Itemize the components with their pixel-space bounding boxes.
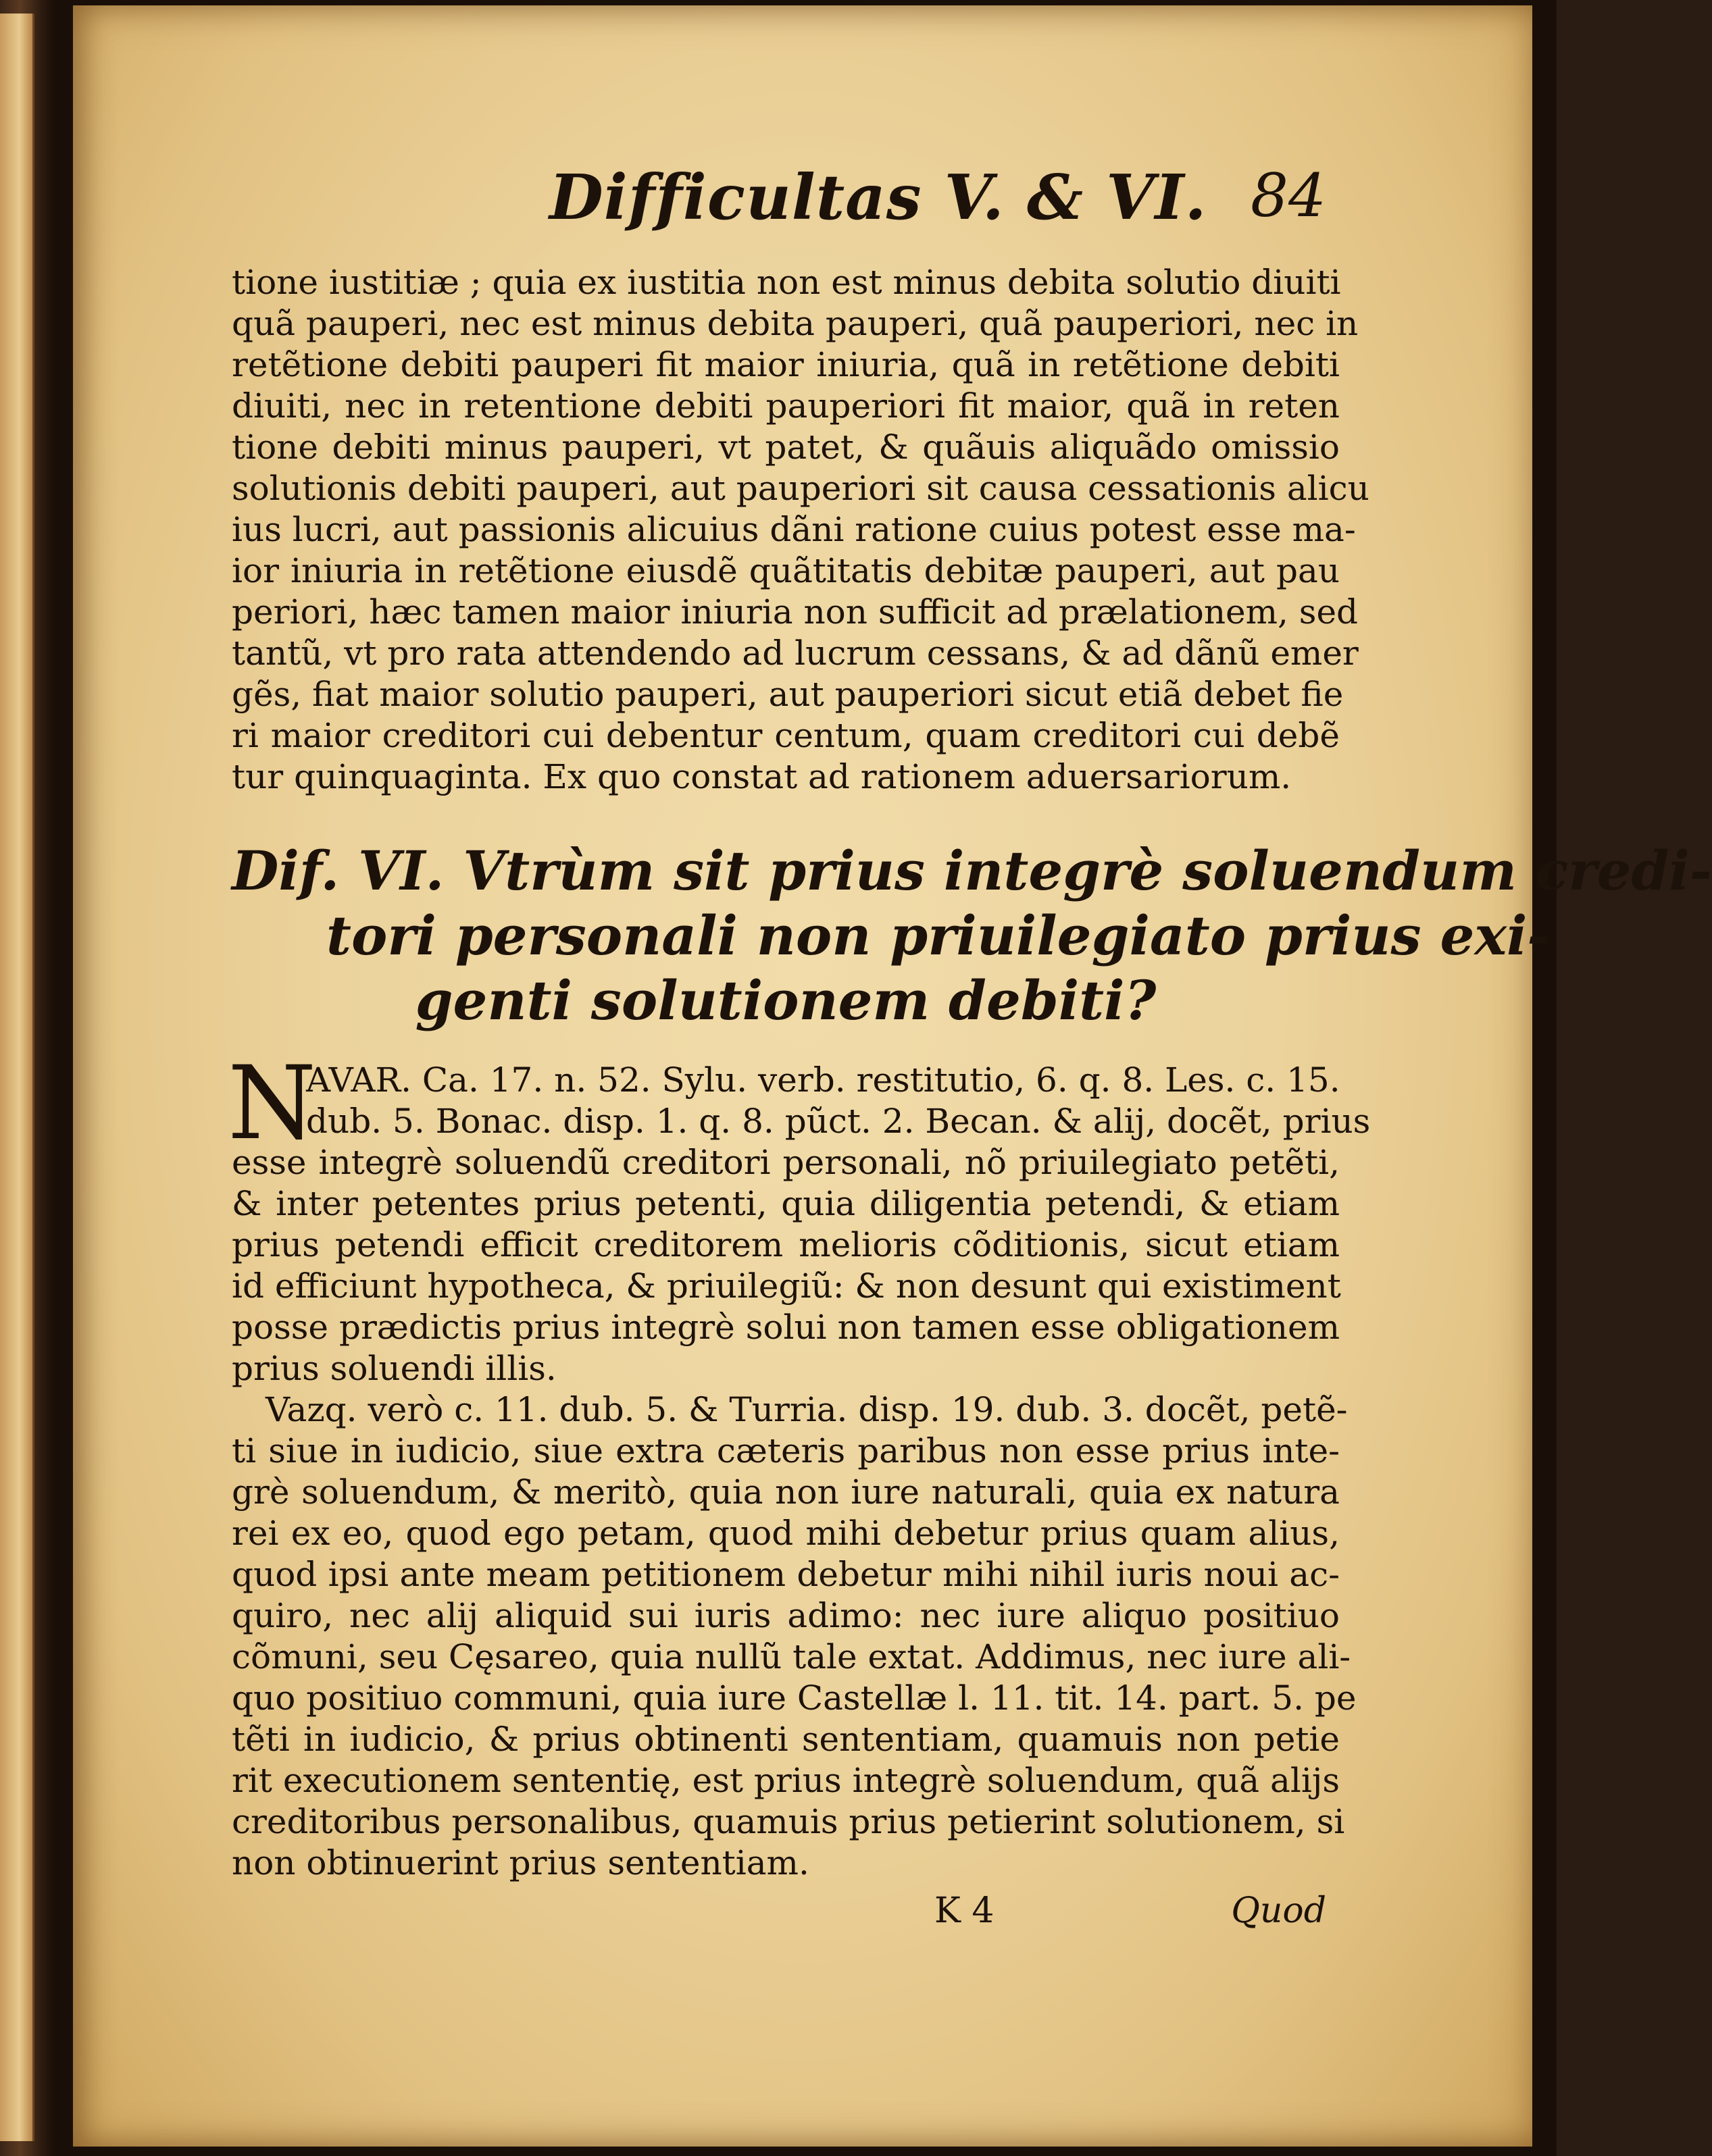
text-line: prius petendi efficit creditorem melioris cõditionis, sicut etiam [232, 1225, 1340, 1264]
text-block [228, 140, 1712, 1945]
signature-mark: K 4 [934, 1891, 995, 1931]
text-line: tione debiti minus pauperi, vt patet, & quãuis aliquãdo omissio [232, 428, 1340, 467]
text-line: ti siue in iudicio, siue extra cæteris paribus non esse prius inte- [232, 1431, 1340, 1470]
text-line: ior iniuria in retẽtione eiusdẽ quãtitatis debitæ pauperi, aut pau [232, 551, 1340, 590]
text-line: prius soluendi illis. [232, 1349, 557, 1388]
text-line: diuiti, nec in retentione debiti pauperiori fit maior, quã in reten [232, 386, 1340, 426]
text-line: quo positiuo communi, quia iure Castellæ l. 11. tit. 14. part. 5. pe [232, 1678, 1357, 1718]
page-footer [232, 1891, 1340, 1945]
page-number: 84 [1251, 161, 1326, 230]
text-line: non obtinuerint prius sententiam. [232, 1843, 809, 1882]
text-line: rei ex eo, quod ego petam, quod mihi debetur prius quam alius, [232, 1514, 1340, 1553]
running-title: Difficultas V. & VI. [549, 161, 1207, 234]
text-line: ius lucri, aut passionis alicuius dãni ratione cuius potest esse ma- [232, 510, 1356, 549]
text-line: ri maior creditori cui debentur centum, quam creditori cui debẽ [232, 716, 1340, 755]
text-line: tione iustitiæ ; quia ex iustitia non est minus debita solutio diuiti [232, 263, 1341, 302]
text-line: creditoribus personalibus, quamuis prius petierint solutionem, si [232, 1802, 1345, 1841]
facing-page-edge [0, 14, 34, 2141]
heading-line: tori personali non priuilegiato prius exi- [326, 904, 1550, 967]
text-line: rit executionem sententię, est prius integrè soluendum, quã alijs [232, 1761, 1340, 1800]
text-line: grè soluendum, & meritò, quia non iure naturali, quia ex natura [232, 1472, 1340, 1512]
book-page [73, 5, 1712, 2147]
text-line: retẽtione debiti pauperi fit maior iniuria, quã in retẽtione debiti [232, 345, 1340, 384]
text-line: Vazq. verò c. 11. dub. 5. & Turria. disp. 19. dub. 3. docẽt, petẽ- [266, 1390, 1348, 1429]
heading-line: genti solutionem debiti? [415, 969, 1157, 1032]
text-line: quã pauperi, nec est minus debita pauperi, quã pauperiori, nec in [232, 304, 1359, 343]
text-line: tur quinquaginta. Ex quo constat ad rationem aduersariorum. [232, 757, 1292, 796]
text-line: posse prædictis prius integrè solui non tamen esse obligationem [232, 1308, 1340, 1347]
paragraph-2 [228, 1045, 1371, 1389]
text-line: quod ipsi ante meam petitionem debetur mihi nihil iuris noui ac- [232, 1555, 1340, 1594]
catchword: Quod [1231, 1891, 1326, 1931]
paragraph-1 [232, 262, 1369, 798]
text-line: periori, hæc tamen maior iniuria non sufficit ad prælationem, sed [232, 592, 1359, 632]
text-line: & inter petentes prius petenti, quia diligentia petendi, & etiam [232, 1184, 1340, 1223]
text-line: AVAR. Ca. 17. n. 52. Sylu. verb. restitutio, 6. q. 8. Les. c. 15. [306, 1060, 1340, 1100]
text-line: esse integrè soluendũ creditori personali, nõ priuilegiato petẽti, [232, 1143, 1340, 1182]
text-line: dub. 5. Bonac. disp. 1. q. 8. pũct. 2. Becan. & alij, docẽt, prius [306, 1102, 1371, 1141]
text-line: tẽti in iudicio, & prius obtinenti sententiam, quamuis non petie [232, 1720, 1340, 1759]
text-line: gẽs, fiat maior solutio pauperi, aut pauperiori sicut etiã debet fie [232, 675, 1344, 714]
running-head [232, 140, 1340, 262]
text-line: tantũ, vt pro rata attendendo ad lucrum cessans, & ad dãnũ emer [232, 634, 1359, 673]
text-line: cõmuni, seu Cęsareo, quia nullũ tale extat. Addimus, nec iure ali- [232, 1637, 1351, 1676]
section-heading [232, 838, 1712, 1033]
text-line: quiro, nec alij aliquid sui iuris adimo: nec iure aliquo positiuo [232, 1596, 1340, 1635]
drop-cap: N [228, 1045, 317, 1162]
text-line: id efficiunt hypotheca, & priuilegiũ: & non desunt qui existiment [232, 1266, 1341, 1306]
text-line: solutionis debiti pauperi, aut pauperiori sit causa cessationis alicu [232, 469, 1369, 508]
heading-line: Dif. VI. Vtrùm sit prius integrè soluendum credi- [232, 839, 1712, 902]
paragraph-3 [232, 1389, 1357, 1884]
